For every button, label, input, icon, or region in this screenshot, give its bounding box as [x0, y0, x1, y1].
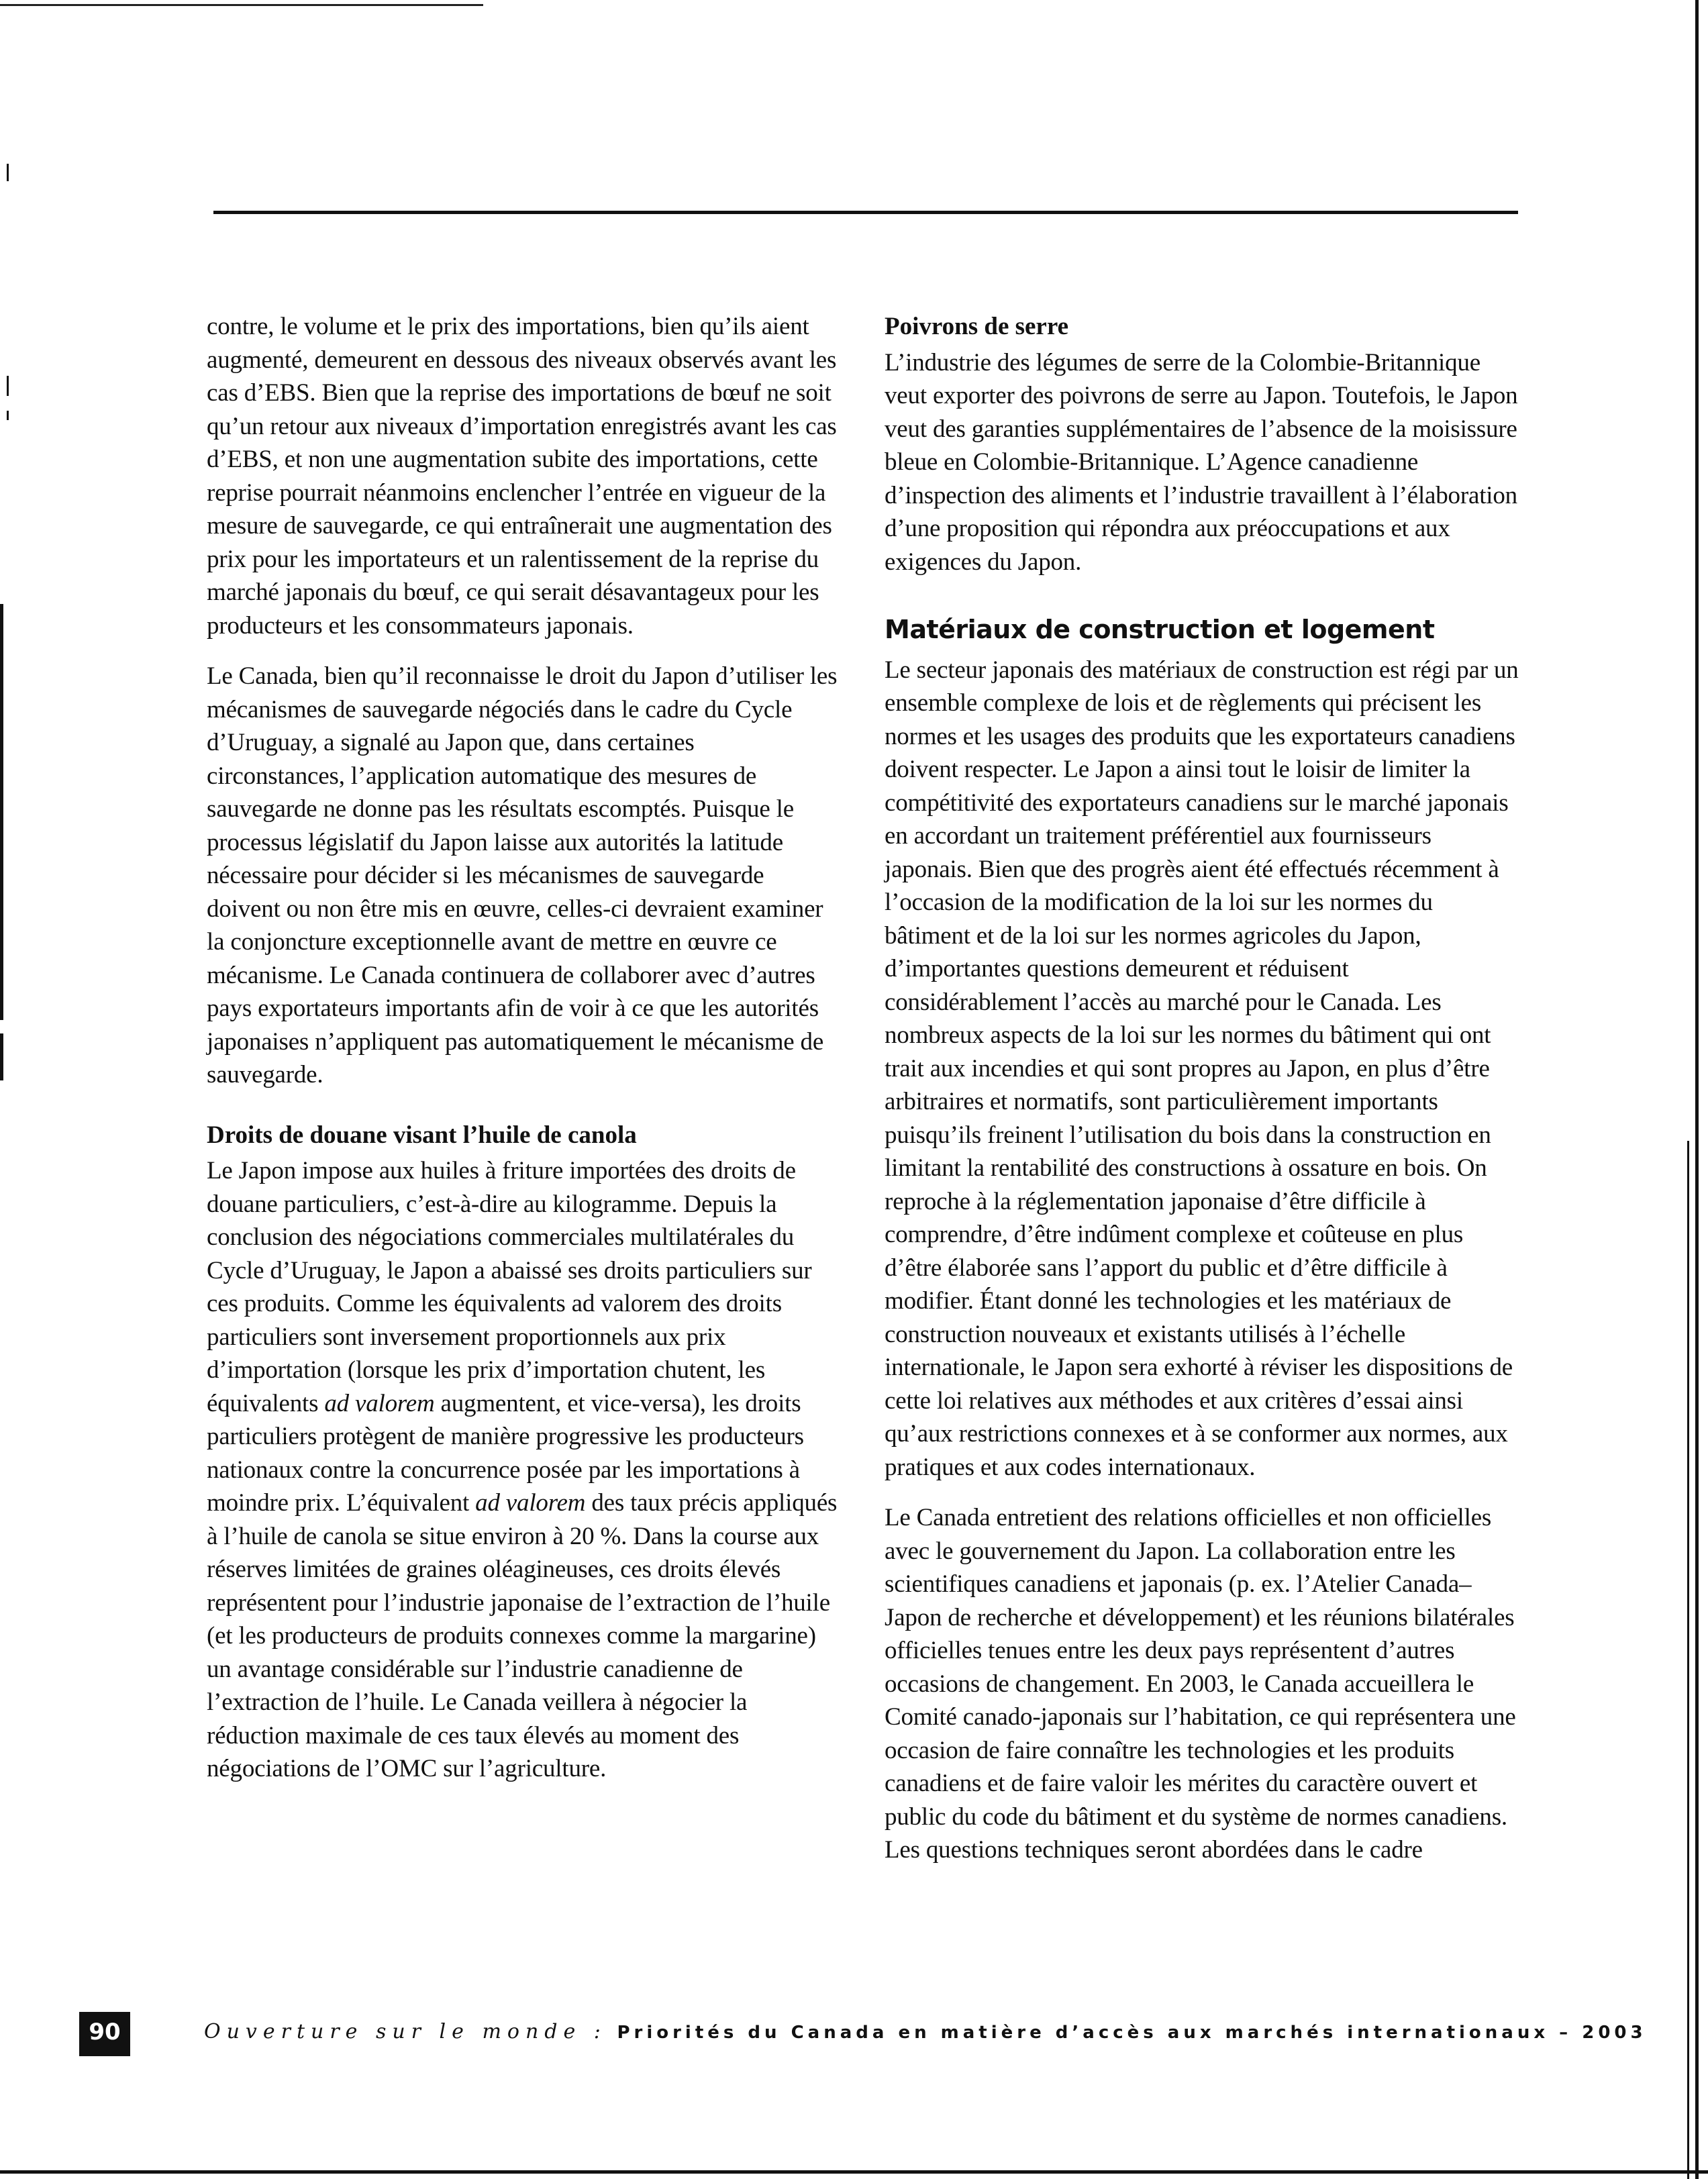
italic-term: ad valorem	[324, 1389, 435, 1417]
scan-artifact-right-border	[1695, 0, 1699, 2179]
page-number: 90	[79, 2012, 130, 2056]
section-heading: Matériaux de construction et logement	[885, 615, 1435, 644]
paragraph-text: Le Japon impose aux huiles à friture importées des droits de douane particuliers, c’est-à-dire au kilogramme. Depuis la conclusion des négociations commerciales multilatérales du Cycle d’Uruguay, le Japon a abaissé ses droits particuliers sur ces produits. Comme les équivalents ad valorem des droits particuliers sont inversement proportionnels aux prix d’importation (lorsque les prix d’importation chutent, les équivalents	[207, 1157, 812, 1417]
subheading-poivrons: Poivrons de serre	[885, 313, 1069, 340]
scan-artifact-top-line	[0, 4, 483, 6]
paragraph	[207, 1154, 838, 1786]
running-footer	[204, 2020, 1647, 2043]
paragraph: L’industrie des légumes de serre de la Colombie-Britannique veut exporter des poivrons de serre au Japon. Toutefois, le Japon veut des garanties supplémentaires de l’absence de la moisissure bleue en Colombie-Britannique. L’Agence canadienne d’inspection des aliments et l’industrie travaillent à l’élaboration d’une proposition qui répondra aux préoccupations et aux exigences du Japon.	[885, 348, 1518, 576]
paragraph: Le secteur japonais des matériaux de construction est régi par un ensemble complexe de lois et de règlements qui précisent les normes et les usages des produits que les exportateurs canadiens doivent respecter. Le Japon a ainsi tout le loisir de limiter la compétitivité des exportateurs canadiens sur le marché japonais en accordant un traitement préférentiel aux fournisseurs japonais. Bien que des progrès aient été effectués récemment à l’occasion de la modification de la loi sur les normes du bâtiment et de la loi sur les normes agricoles du Japon, d’importantes questions demeurent et réduisent considérablement l’accès au marché pour le Canada. Les nombreux aspects de la loi sur les normes du bâtiment qui ont trait aux incendies et qui sont propres au Japon, en plus d’être arbitraires et normatifs, sont particulièrement importants puisqu’ils freinent l’utilisation du bois dans la construction en limitant la rentabilité des constructions à ossature en bois. On reproche à la réglementation japonaise d’être difficile à comprendre, d’être indûment complexe et coûteuse en plus d’être élaborée sans l’apport du public et d’être difficile à modifier. Étant donné les technologies et les matériaux de construction nouveaux et existants utilisés à l’échelle internationale, le Japon sera exhorté à réviser les dispositions de cette loi relatives aux méthodes et aux critères d’essai ainsi qu’aux restrictions connexes et à se conformer aux normes, aux pratiques et aux codes internationaux.	[885, 656, 1519, 1481]
scan-artifact-left-bar	[0, 604, 3, 1020]
paragraph: Le Canada, bien qu’il reconnaisse le droit du Japon d’utiliser les mécanismes de sauvegarde négociés dans le cadre du Cycle d’Uruguay, a signalé au Japon que, dans certaines circonstances, l’application automatique des mesures de sauvegarde ne donne pas les résultats escomptés. Puisque le processus législatif du Japon laisse aux autorités la latitude nécessaire pour décider si les mécanismes de sauvegarde doivent ou non être mis en œuvre, celles-ci devraient examiner la conjoncture exceptionnelle avant de mettre en œuvre ce mécanisme. Le Canada continuera de collaborer avec d’autres pays exportateurs importants afin de voir à ce que les autorités japonaises n’appliquent pas automatiquement le mécanisme de sauvegarde.	[207, 662, 838, 1088]
header-rule	[213, 211, 1518, 214]
paragraph: Le Canada entretient des relations officielles et non officielles avec le gouvernement du Japon. La collaboration entre les scientifiques canadiens et japonais (p. ex. l’Atelier Canada–Japon de recherche et développement) et les réunions bilatérales officielles tenues entre les deux pays représentent d’autres occasions de changement. En 2003, le Canada accueillera le Comité canado-japonais sur l’habitation, ce qui représentera une occasion de faire connaître les technologies et les produits canadiens et de faire valoir les mérites du caractère ouvert et public du code du bâtiment et du système de normes canadiens. Les questions techniques seront abordées dans le cadre	[885, 1504, 1516, 1864]
scan-artifact-tick	[7, 411, 9, 420]
footer-title: Priorités du Canada en matière d’accès aux marchés internationaux – 2003	[617, 2023, 1647, 2043]
right-column	[885, 310, 1521, 1884]
scan-artifact-tick	[7, 164, 9, 181]
italic-term: ad valorem	[475, 1489, 586, 1517]
scan-artifact-right-border	[1687, 1141, 1689, 2179]
paragraph-text: augmentent, et vice-versa), les droits particuliers protègent de manière progressive les producteurs nationaux contre la concurrence posée par les importations à moindre prix. L’équivalent	[207, 1389, 804, 1517]
scan-artifact-tick	[7, 376, 9, 396]
subheading-canola: Droits de douane visant l’huile de canola	[207, 1121, 637, 1149]
scan-artifact-bottom-border	[0, 2170, 1708, 2174]
paragraph: contre, le volume et le prix des importations, bien qu’ils aient augmenté, demeurent en dessous des niveaux observés avant les cas d’EBS. Bien que la reprise des importations de bœuf ne soit qu’un retour aux niveaux d’importation enregistrés avant les cas d’EBS, et non une augmentation subite des importations, cette reprise pourrait néanmoins enclencher l’entrée en vigueur de la mesure de sauvegarde, ce qui entraînerait une augmentation des prix pour les importateurs et un ralentissement de la reprise du marché japonais du bœuf, ce qui serait désavantageux pour les producteurs et les consommateurs japonais.	[207, 313, 837, 640]
paragraph-text: des taux précis appliqués à l’huile de canola se situe environ à 20 %. Dans la course aux réserves limitées de graines oléagineuses, ces droits élevés représentent pour l’industrie japonaise de l’extraction de l’huile (et les producteurs de produits connexes comme la margarine) un avantage considérable sur l’industrie canadienne de l’extraction de l’huile. Le Canada veillera à négocier la réduction maximale de ces taux élevés au moment des négociations de l’OMC sur l’agriculture.	[207, 1489, 838, 1782]
footer-title-italic: Ouverture sur le monde :	[204, 2020, 607, 2043]
left-column	[207, 310, 838, 1803]
scan-artifact-left-bar	[0, 1033, 3, 1080]
